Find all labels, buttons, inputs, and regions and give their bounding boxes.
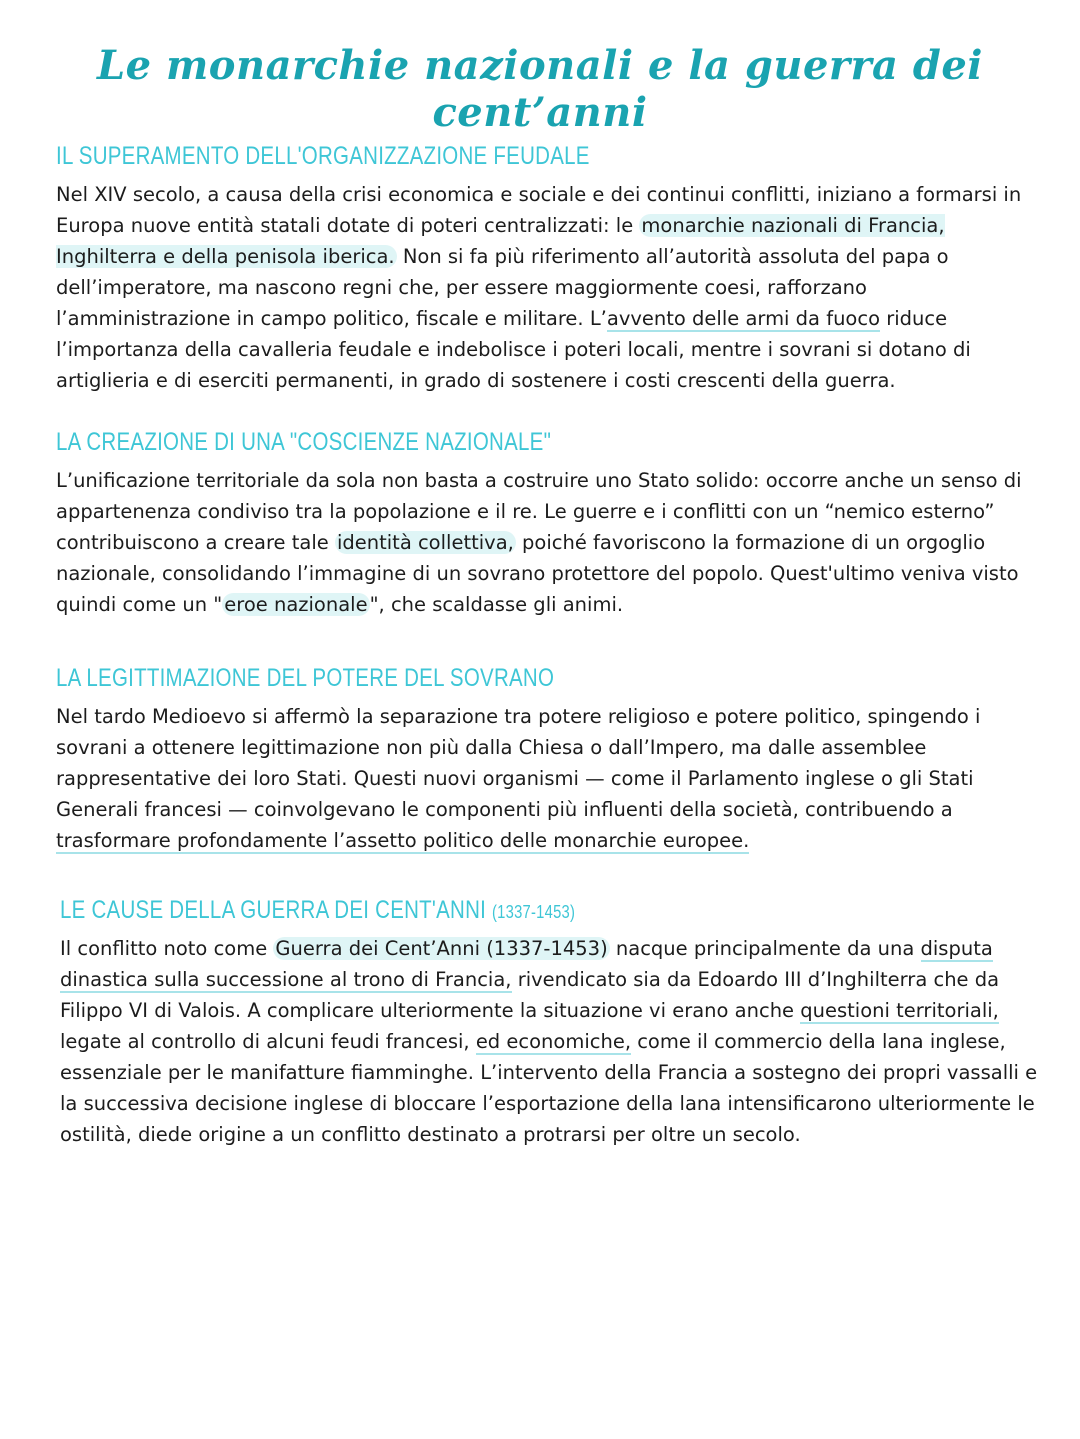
underlined-phrase: ed economiche, [475, 1030, 632, 1053]
highlighted-phrase: Guerra dei Cent’Anni (1337-1453) [275, 937, 608, 960]
section-paragraph: Nel XIV secolo, a causa della crisi economica e sociale e dei continui conflitti, iniziano a formarsi in Europa nuove entità statali dotate di poteri centralizzati: le monarchie nazionali di Francia, Inghilterra e della penisola iberica. Non si fa più riferimento all’autorità assoluta del papa o dell’imperatore, ma nascono regni che, per essere maggiormente coesi, rafforzano l’amministrazione in campo politico, fiscale e militare. L’avvento delle armi da fuoco riduce l’importanza della cavalleria feudale e indebolisce i poteri locali, mentre i sovrani si dotano di artiglieria e di eserciti permanenti, in grado di sostenere i costi crescenti della guerra. [56, 183, 1022, 392]
highlighted-phrase: monarchie nazionali di Francia, Inghilterra e della penisola iberica. [56, 214, 945, 268]
section-paragraph: L’unificazione territoriale da sola non basta a costruire uno Stato solido: occorre anche un senso di appartenenza condiviso tra la popolazione e il re. Le guerre e i conflitti con un “nemico esterno” contribuiscono a creare tale identità collettiva, poiché favoriscono la formazione di un orgoglio nazionale, consolidando l’immagine di un sovrano protettore del popolo. Quest'ultimo veniva visto quindi come un " eroe nazionale ", che scaldasse gli animi. [56, 469, 1022, 616]
section-heading: IL SUPERAMENTO DELL'ORGANIZZAZIONE FEUDALE [56, 142, 590, 170]
highlighted-phrase: eroe nazionale [224, 593, 368, 616]
underlined-phrase: questioni territoriali, [800, 999, 999, 1022]
underlined-phrase: avvento delle armi da fuoco [606, 307, 881, 330]
underlined-phrase: disputa dinastica sulla successione al trono di Francia, [60, 937, 993, 991]
page-title: Le monarchie nazionali e la guerra dei cent’anni [96, 42, 983, 136]
highlighted-phrase: identità collettiva, [336, 531, 514, 554]
section-heading: LA LEGITTIMAZIONE DEL POTERE DEL SOVRANO [56, 664, 555, 692]
section-paragraph: Nel tardo Medioevo si affermò la separazione tra potere religioso e potere politico, spingendo i sovrani a ottenere legittimazione non più dalla Chiesa o dall’Impero, ma dalle assemblee rappresentative dei loro Stati. Questi nuovi organismi — come il Parlamento inglese o gli Stati Generali francesi — coinvolgevano le componenti più influenti della società, contribuendo a trasformare profondamente l’assetto politico delle monarchie europee. [56, 705, 981, 852]
section-feudal [56, 142, 1046, 396]
underlined-phrase: trasformare profondamente l’assetto politico delle monarchie europee. [56, 829, 750, 852]
section-hundred-years-war [60, 896, 1050, 1150]
heading-dates: (1337-1453) [492, 902, 576, 922]
section-legitimation [56, 664, 1046, 856]
section-heading: LA CREAZIONE DI UNA "COSCIENZE NAZIONALE" [56, 428, 552, 456]
section-national-conscience [56, 428, 1046, 620]
section-paragraph: Il conflitto noto come Guerra dei Cent’Anni (1337-1453) nacque principalmente da una disputa dinastica sulla successione al trono di Francia, rivendicato sia da Edoardo III d’Inghilterra che da Filippo VI di Valois. A complicare ulteriormente la situazione vi erano anche questioni territoriali, legate al controllo di alcuni feudi francesi, ed economiche, come il commercio della lana inglese, essenziale per le manifatture fiamminghe. L’intervento della Francia a sostegno dei propri vassalli e la successiva decisione inglese di bloccare l’esportazione della lana intensificarono ulteriormente le ostilità, diede origine a un conflitto destinato a protrarsi per oltre un secolo. [60, 937, 1038, 1146]
section-heading: LE CAUSE DELLA GUERRA DEI CENT'ANNI (1337-1453) [60, 896, 576, 924]
